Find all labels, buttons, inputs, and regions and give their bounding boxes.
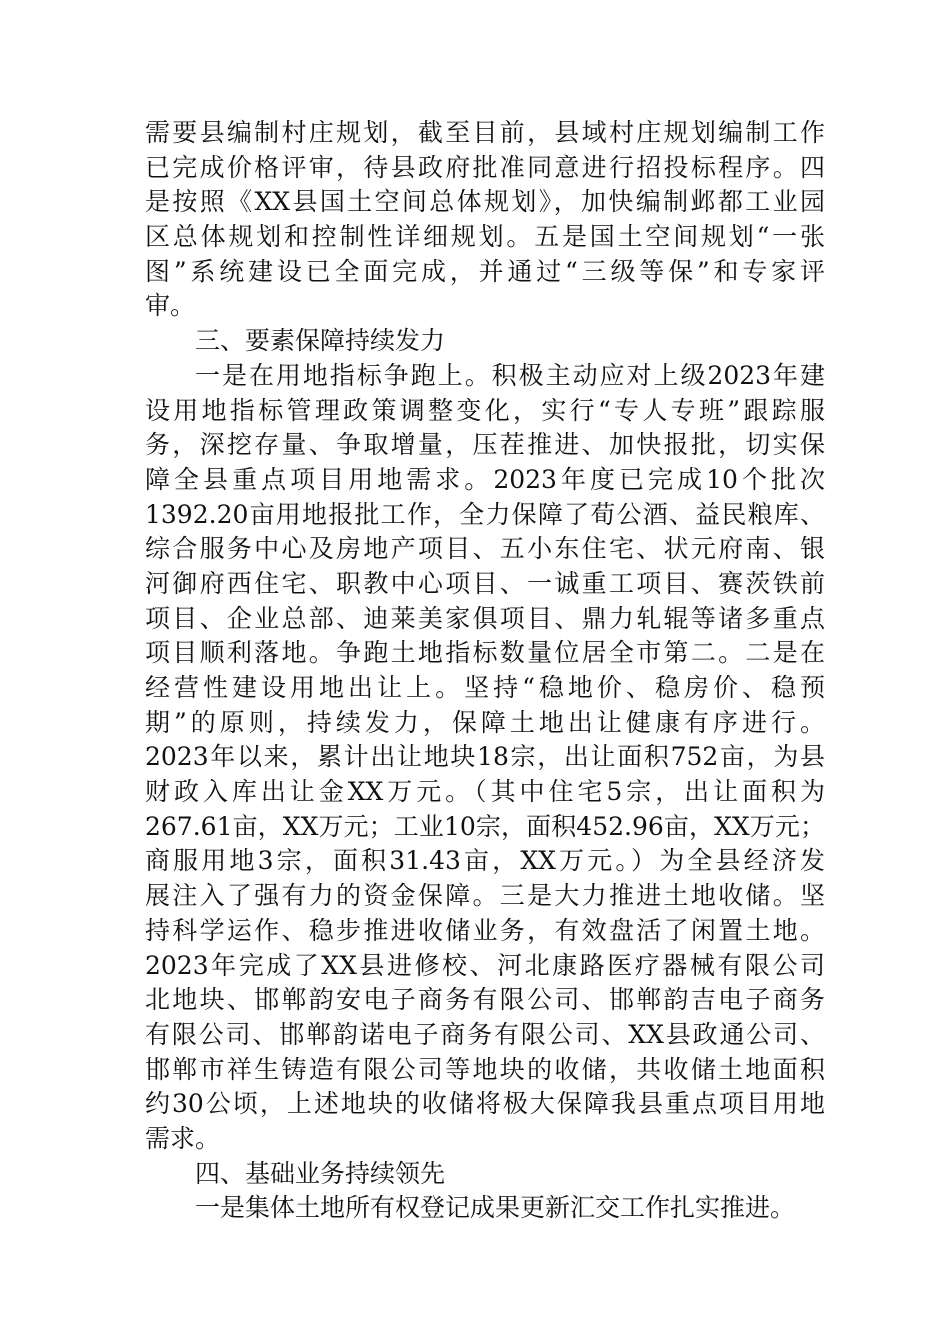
section-heading: 四、基础业务持续领先 xyxy=(195,1158,446,1188)
text-line: 需要县编制村庄规划，截至目前，县域村庄规划编制工作 xyxy=(145,118,825,147)
text-line: 河御府西住宅、职教中心项目、一诚重工项目、赛茨铁前 xyxy=(145,568,825,598)
text-line: 267.61亩，XX万元；工业10宗，面积452.96亩，XX万元； xyxy=(145,811,825,841)
text-line: 经营性建设用地出让上。坚持“稳地价、稳房价、稳预 xyxy=(145,673,825,702)
text-line: 务，深挖存量、争取增量，压茬推进、加快报批，切实保 xyxy=(145,430,825,460)
text-line: 一是在用地指标争跑上。积极主动应对上级2023年建 xyxy=(195,360,825,390)
text-line: 图”系统建设已全面完成，并通过“三级等保”和专家评 xyxy=(145,256,825,286)
text-line: 1392.20亩用地报批工作，全力保障了荀公酒、益民粮库、 xyxy=(145,499,825,529)
text-line: 商服用地3宗，面积31.43亩，XX万元。）为全县经济发 xyxy=(145,846,825,876)
text-line: 项目、企业总部、迪莱美家俱项目、鼎力轧辊等诸多重点 xyxy=(145,603,825,633)
text-line: 约30公顷，上述地块的收储将极大保障我县重点项目用地 xyxy=(145,1089,825,1119)
text-line: 邯郸市祥生铸造有限公司等地块的收储，共收储土地面积 xyxy=(145,1054,825,1084)
text-line: 障全县重点项目用地需求。2023年度已完成10个批次 xyxy=(145,464,825,494)
text-line: 区总体规划和控制性详细规划。五是国土空间规划“一张 xyxy=(145,222,825,252)
document-body xyxy=(145,116,825,1226)
text-line: 期”的原则，持续发力，保障土地出让健康有序进行。 xyxy=(145,707,825,737)
text-line: 项目顺利落地。争跑土地指标数量位居全市第二。二是在 xyxy=(145,638,825,668)
section-heading: 三、要素保障持续发力 xyxy=(195,326,446,356)
text-line: 一是集体土地所有权登记成果更新汇交工作扎实推进。 xyxy=(195,1193,796,1223)
text-line: 展注入了强有力的资金保障。三是大力推进土地收储。坚 xyxy=(145,881,825,911)
text-line: 北地块、邯郸韵安电子商务有限公司、邯郸韵吉电子商务 xyxy=(145,985,825,1015)
text-line: 2023年以来，累计出让地块18宗，出让面积752亩，为县 xyxy=(145,742,825,772)
text-line: 是按照《XX县国土空间总体规划》，加快编制邺都工业园 xyxy=(145,187,825,217)
text-line: 审。 xyxy=(145,291,196,321)
text-line: 已完成价格评审，待县政府批准同意进行招投标程序。四 xyxy=(145,152,825,182)
text-line: 需求。 xyxy=(145,1123,221,1153)
text-line: 有限公司、邯郸韵诺电子商务有限公司、XX县政通公司、 xyxy=(145,1019,825,1049)
text-line: 设用地指标管理政策调整变化，实行“专人专班”跟踪服 xyxy=(145,395,825,425)
text-line: 2023年完成了XX县进修校、河北康路医疗器械有限公司 xyxy=(145,950,825,980)
text-line: 持科学运作、稳步推进收储业务，有效盘活了闲置土地。 xyxy=(145,915,825,945)
text-line: 财政入库出让金XX万元。（其中住宅5宗，出让面积为 xyxy=(145,777,825,807)
text-line: 综合服务中心及房地产项目、五小东住宅、状元府南、银 xyxy=(145,534,825,564)
